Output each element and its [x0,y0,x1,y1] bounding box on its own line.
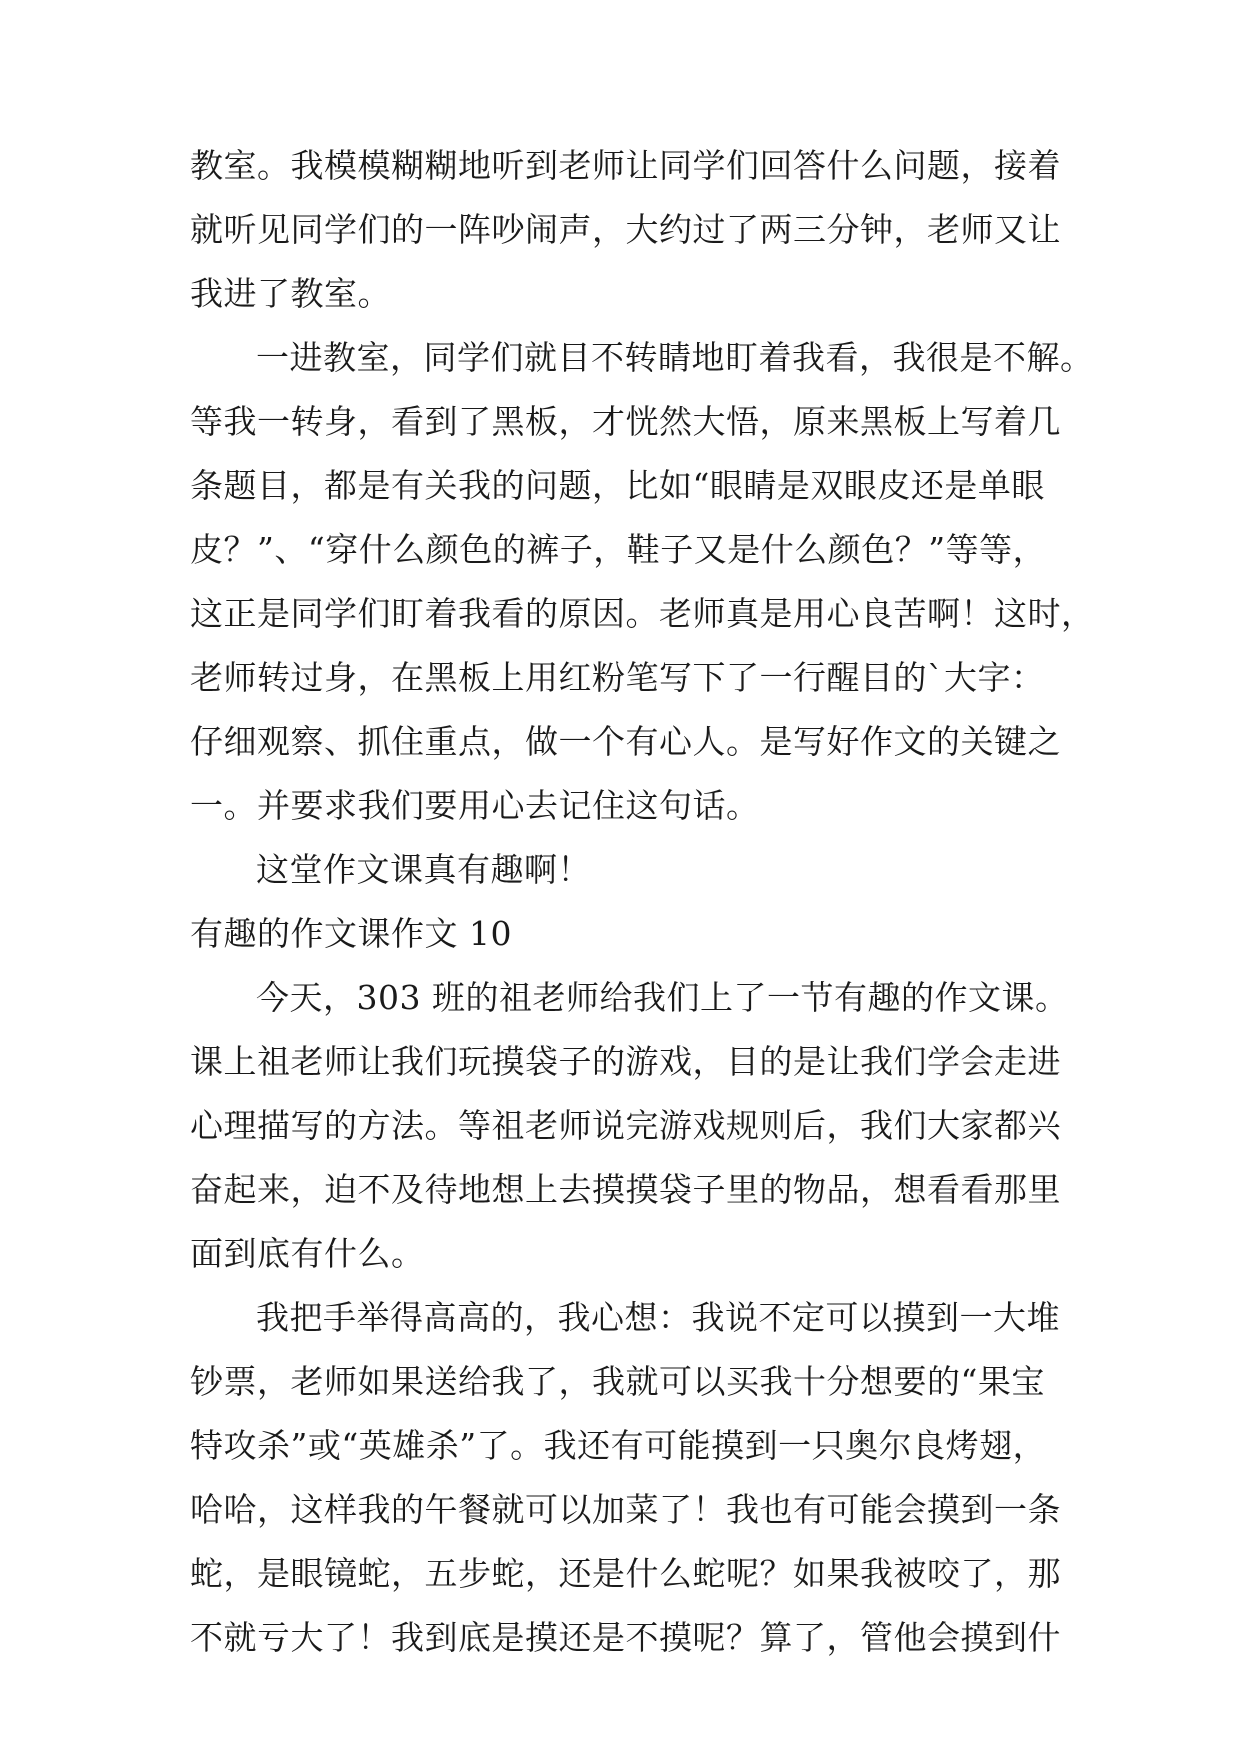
text-line: 奋起来，迫不及待地想上去摸摸袋子里的物品，想看看那里 [190,1170,1061,1209]
text-line: 教室。我模模糊糊地听到老师让同学们回答什么问题，接着 [190,146,1061,185]
section-heading: 有趣的作文课作文 10 [190,914,512,953]
text-line: 这正是同学们盯着我看的原因。老师真是用心良苦啊！这时， [190,594,1095,633]
text-line: 条题目，都是有关我的问题，比如“眼睛是双眼皮还是单眼 [190,466,1045,505]
text-line: 仔细观察、抓住重点，做一个有心人。是写好作文的关键之 [190,722,1061,761]
text-line: 钞票，老师如果送给我了，我就可以买我十分想要的“果宝 [190,1362,1045,1401]
text-line: 等我一转身，看到了黑板，才恍然大悟，原来黑板上写着几 [190,402,1061,441]
text-line: 蛇，是眼镜蛇，五步蛇，还是什么蛇呢？如果我被咬了，那 [190,1554,1061,1593]
text-line: 皮？”、“穿什么颜色的裤子，鞋子又是什么颜色？”等等， [190,530,1047,569]
text-line: 心理描写的方法。等祖老师说完游戏规则后，我们大家都兴 [190,1106,1061,1145]
text-line: 我进了教室。 [190,274,391,313]
text-line: 一。并要求我们要用心去记住这句话。 [190,786,760,825]
paragraph-first-line: 今天，303 班的祖老师给我们上了一节有趣的作文课。 [256,978,1069,1017]
text-line: 特攻杀”或“英雄杀”了。我还有可能摸到一只奥尔良烤翅， [190,1426,1047,1465]
text-line: 面到底有什么。 [190,1234,425,1273]
text-line: 就听见同学们的一阵吵闹声，大约过了两三分钟，老师又让 [190,210,1061,249]
text-line: 老师转过身，在黑板上用红粉笔写下了一行醒目的`大字： [190,658,1045,697]
text-line: 哈哈，这样我的午餐就可以加菜了！我也有可能会摸到一条 [190,1490,1061,1529]
paragraph-first-line: 我把手举得高高的，我心想：我说不定可以摸到一大堆 [256,1298,1060,1337]
paragraph-first-line: 一进教室，同学们就目不转睛地盯着我看，我很是不解。 [256,338,1094,377]
text-line: 不就亏大了！我到底是摸还是不摸呢？算了，管他会摸到什 [190,1618,1061,1657]
text-line: 课上祖老师让我们玩摸袋子的游戏，目的是让我们学会走进 [190,1042,1061,1081]
paragraph-first-line: 这堂作文课真有趣啊！ [256,850,591,889]
